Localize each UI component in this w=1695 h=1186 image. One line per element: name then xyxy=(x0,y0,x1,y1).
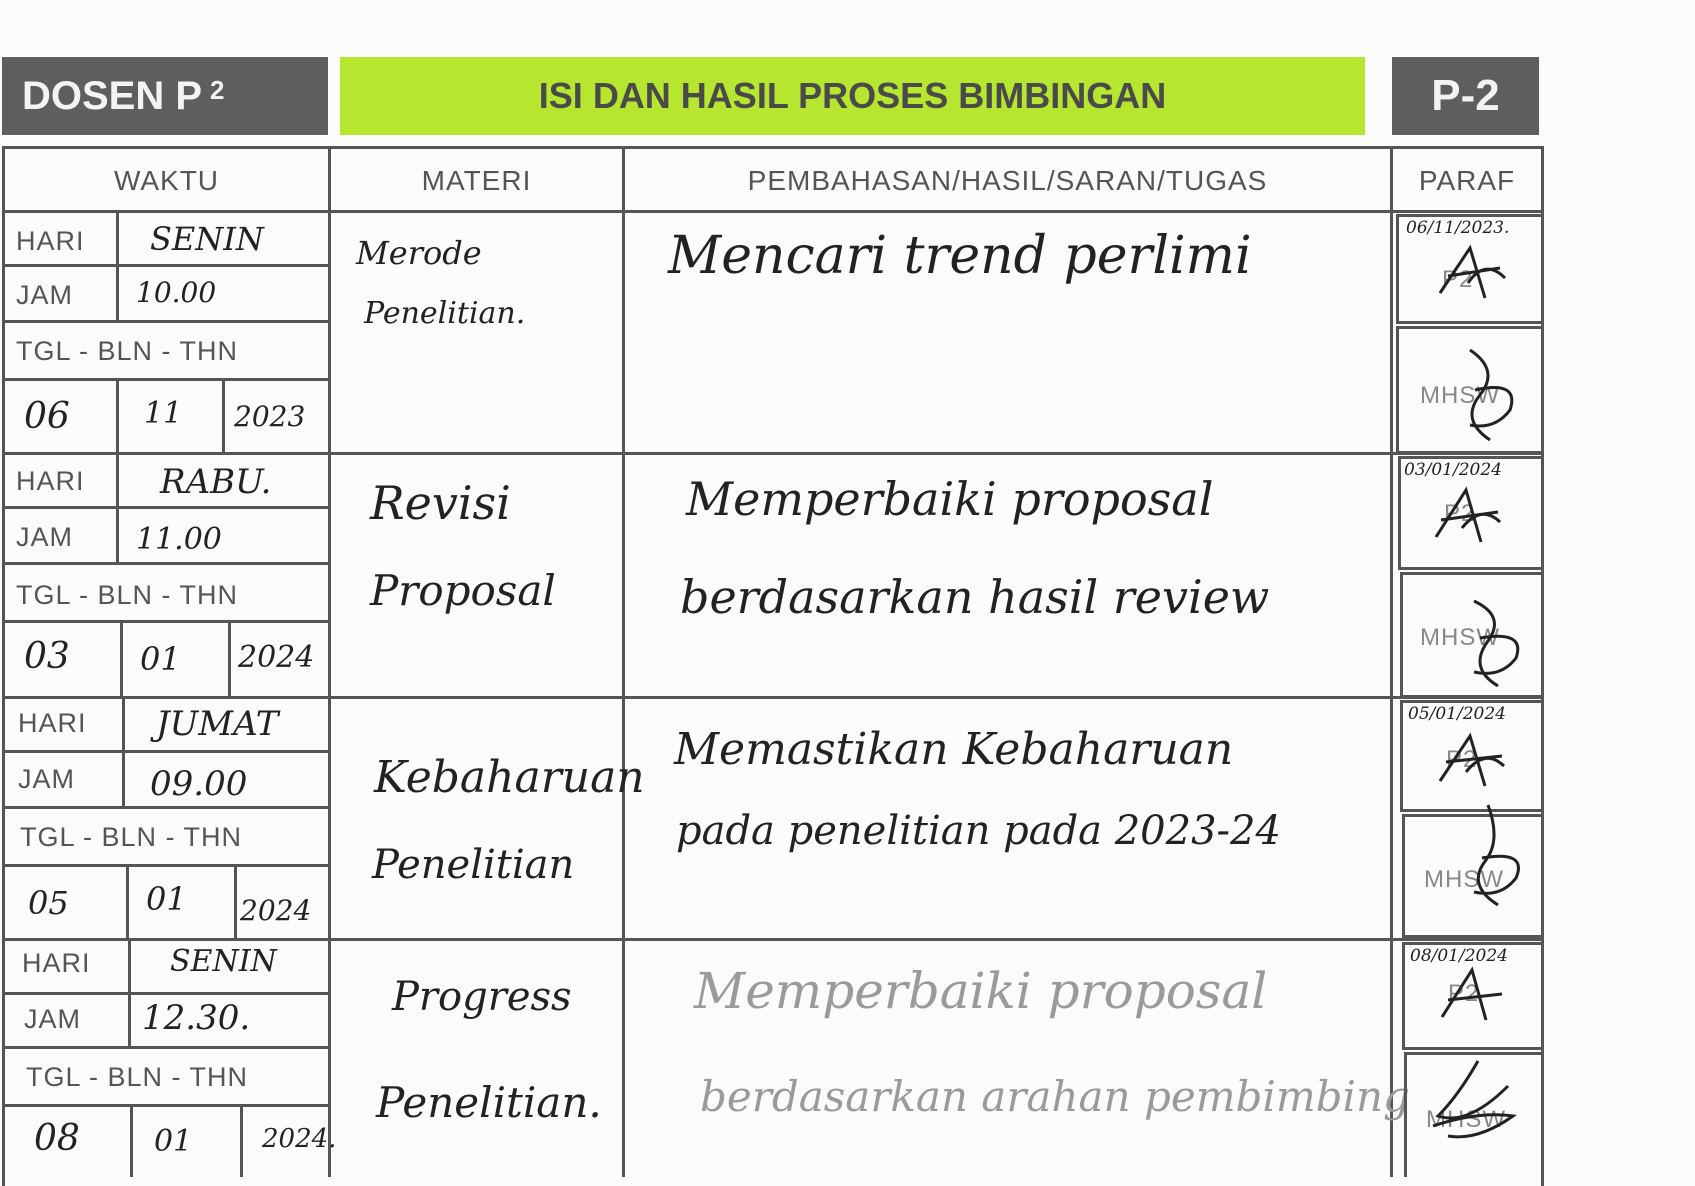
tgl-value: 08 xyxy=(34,1118,80,1159)
thn-value: 2024 xyxy=(238,640,315,675)
thn-value: 2024. xyxy=(262,1124,337,1154)
hari-label: HARI xyxy=(22,948,91,978)
hari-value: JUMAT xyxy=(156,704,279,744)
paraf-date: 05/01/2024 xyxy=(1408,704,1506,724)
paraf-label-mahasiswa: MHSW xyxy=(1426,1106,1506,1133)
hari-label: HARI xyxy=(18,708,87,738)
jam-value: 10.00 xyxy=(136,276,217,309)
pembahasan-line-2: berdasarkan arahan pembimbing xyxy=(700,1072,1410,1121)
pembahasan-line-2: berdasarkan hasil review xyxy=(680,570,1270,624)
materi-line-2: Penelitian. xyxy=(376,1078,602,1127)
bln-value: 01 xyxy=(146,880,187,918)
hari-value: SENIN xyxy=(150,220,264,258)
lecturer-signature xyxy=(1426,482,1516,552)
thn-value: 2024 xyxy=(240,894,312,927)
jam-label: JAM xyxy=(24,1004,81,1034)
form-title: ISI DAN HASIL PROSES BIMBINGAN xyxy=(340,57,1365,135)
thn-value: 2023 xyxy=(234,400,306,433)
materi-line-2: Penelitian xyxy=(372,842,575,888)
jam-value: 09.00 xyxy=(150,764,248,804)
lecturer-header xyxy=(2,57,328,135)
header-row-line xyxy=(2,210,1544,213)
divider-materi-pembahasan xyxy=(622,146,625,1177)
tgl-label: TGL - BLN - THN xyxy=(26,1062,249,1092)
column-header-materi: MATERI xyxy=(421,165,532,196)
form-code: P-2 xyxy=(1392,57,1539,135)
paraf-label-dosen: P2 xyxy=(1446,746,1478,773)
divider-waktu-materi xyxy=(328,146,331,1177)
bln-value: 11 xyxy=(144,396,183,431)
lecturer-header-text: DOSEN P xyxy=(22,73,203,118)
paraf-date: 08/01/2024 xyxy=(1410,946,1508,966)
pembahasan-line-1: Memperbaiki proposal xyxy=(686,472,1214,526)
paraf-date: 06/11/2023. xyxy=(1406,218,1510,238)
hari-value: SENIN xyxy=(170,944,277,979)
paraf-label-mahasiswa: MHSW xyxy=(1424,866,1504,893)
jam-label: JAM xyxy=(18,764,75,794)
pembahasan-line-1: Memperbaiki proposal xyxy=(694,962,1268,1020)
lecturer-signature xyxy=(1430,726,1520,796)
materi-line-1: Kebaharuan xyxy=(374,752,645,803)
tgl-value: 06 xyxy=(24,396,70,437)
pembahasan-line-1: Mencari trend perlimi xyxy=(668,226,1252,286)
jam-label: JAM xyxy=(16,280,73,310)
hari-label: HARI xyxy=(16,466,85,496)
student-signature xyxy=(1446,586,1536,696)
paraf-label-mahasiswa: MHSW xyxy=(1420,624,1500,651)
lecturer-signature xyxy=(1430,238,1520,308)
column-header-waktu: WAKTU xyxy=(113,165,220,196)
tgl-label: TGL - BLN - THN xyxy=(20,822,243,852)
paraf-label-dosen: P2 xyxy=(1442,266,1474,293)
bln-value: 01 xyxy=(140,640,181,678)
materi-line-2: Penelitian. xyxy=(364,296,526,331)
materi-line-1: Merode xyxy=(356,234,482,272)
tgl-value: 05 xyxy=(28,884,69,922)
student-signature xyxy=(1446,800,1536,920)
tgl-value: 03 xyxy=(24,636,70,677)
jam-value: 12.30. xyxy=(142,998,251,1038)
column-header-pembahasan: PEMBAHASAN/HASIL/SARAN/TUGAS xyxy=(747,165,1268,196)
tgl-label: TGL - BLN - THN xyxy=(16,336,239,366)
student-signature xyxy=(1418,1056,1528,1146)
paraf-label-dosen: P2 xyxy=(1448,980,1480,1007)
student-signature xyxy=(1440,340,1530,450)
divider-pembahasan-paraf xyxy=(1390,146,1393,1177)
materi-line-1: Revisi xyxy=(370,476,511,530)
lecturer-signature xyxy=(1430,962,1520,1032)
lecturer-header-sup: 2 xyxy=(210,74,225,105)
materi-line-1: Progress xyxy=(392,974,572,1020)
jam-label: JAM xyxy=(16,522,73,552)
bln-value: 01 xyxy=(154,1124,193,1159)
paraf-date: 03/01/2024 xyxy=(1404,460,1502,480)
tgl-label: TGL - BLN - THN xyxy=(16,580,239,610)
jam-value: 11.00 xyxy=(136,522,222,557)
paraf-label-dosen: P2 xyxy=(1444,500,1476,527)
hari-value: RABU. xyxy=(160,462,272,502)
materi-line-2: Proposal xyxy=(370,566,556,615)
pembahasan-line-2: pada penelitian pada 2023-24 xyxy=(676,808,1281,854)
paraf-label-mahasiswa: MHSW xyxy=(1420,382,1500,409)
column-header-paraf: PARAF xyxy=(1418,165,1516,196)
hari-label: HARI xyxy=(16,226,85,256)
pembahasan-line-1: Memastikan Kebaharuan xyxy=(674,724,1234,775)
